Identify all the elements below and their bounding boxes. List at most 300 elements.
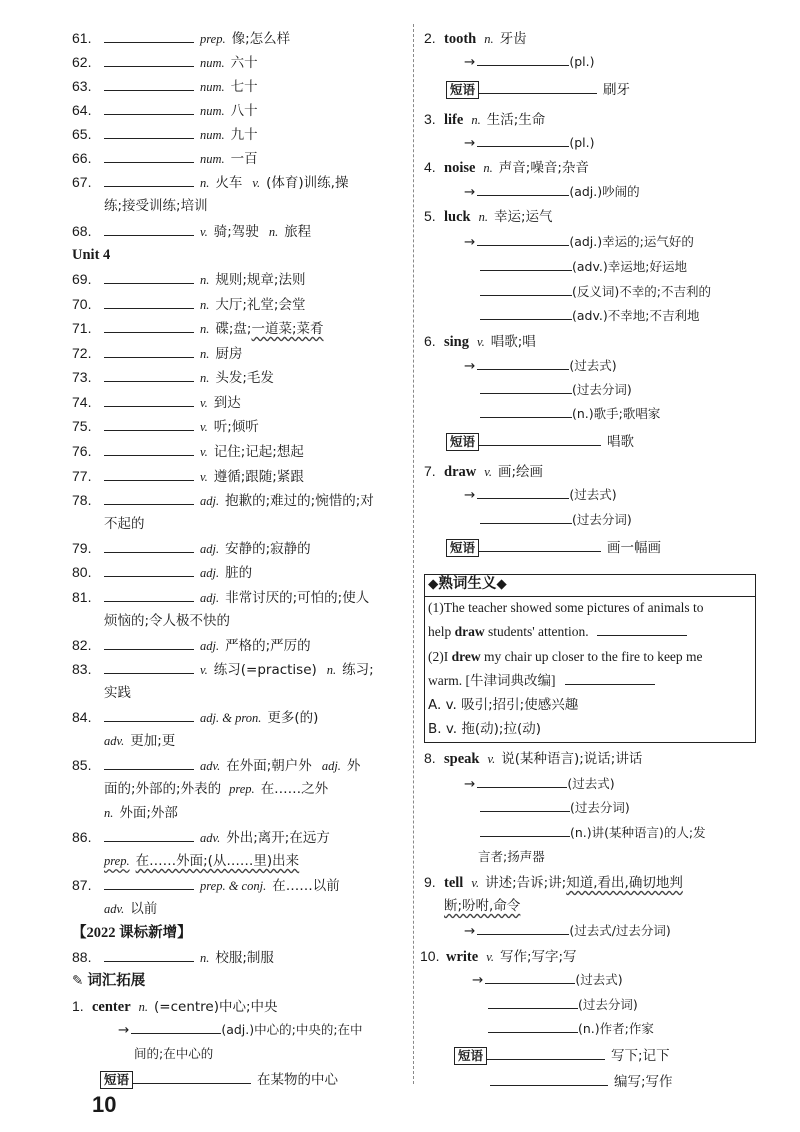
meaning: 在……以前 <box>272 878 340 894</box>
phrase-label: 短语 <box>446 433 479 451</box>
part-of-speech: adj. <box>321 759 341 773</box>
headword: noise <box>444 160 476 176</box>
vocab-row <box>72 538 311 559</box>
word-blank[interactable] <box>104 708 194 722</box>
vocab-row <box>72 947 274 968</box>
derivation-row <box>464 182 640 202</box>
headword: tell <box>444 875 464 891</box>
word-blank[interactable] <box>104 563 194 577</box>
headword: life <box>444 112 464 128</box>
phrase-blank[interactable] <box>479 80 597 94</box>
polysemy-title-text: 熟词生义 <box>438 576 497 592</box>
derivation-blank[interactable] <box>485 970 575 984</box>
item-number: 87. <box>72 877 92 893</box>
derivation-blank[interactable] <box>477 485 569 499</box>
diamond-icon: ◆ <box>428 576 439 592</box>
phrase-blank[interactable] <box>479 432 601 446</box>
word-blank[interactable] <box>104 222 194 236</box>
meaning: 到达 <box>213 395 241 411</box>
vocab-continuation <box>104 803 178 823</box>
derivation-hint: (过去分词) <box>570 800 630 815</box>
part-of-speech: adj. <box>200 494 220 508</box>
part-of-speech: n. <box>483 161 493 175</box>
phrase-blank[interactable] <box>133 1070 251 1084</box>
word-blank[interactable] <box>104 417 194 431</box>
derivation-hint: (过去分词) <box>572 512 632 527</box>
derivation-blank[interactable] <box>480 282 572 296</box>
meaning: 抱歉的;难过的;惋惜的;对 <box>225 493 374 509</box>
vocab-row <box>72 367 274 388</box>
meaning-highlight: 知道,看出,确切地判 <box>566 875 683 891</box>
meaning-highlight: 断;吩咐,命令 <box>444 898 521 914</box>
item-number: 74. <box>72 394 92 410</box>
part-of-speech: adj. <box>200 639 220 653</box>
derivation-continuation <box>478 847 545 867</box>
part-of-speech: v. <box>477 335 485 349</box>
vocab-row <box>72 416 259 437</box>
derivation-hint: (adv.)不幸地;不吉利地 <box>572 308 700 323</box>
unit-4-title: Unit 4 <box>72 247 111 263</box>
meaning-continuation <box>444 896 520 916</box>
item-number: 77. <box>72 468 92 484</box>
part-of-speech: num. <box>200 56 225 70</box>
keyword-drew: drew <box>451 649 481 664</box>
word-blank[interactable] <box>104 344 194 358</box>
derivation-blank[interactable] <box>488 1019 578 1033</box>
vocab-row <box>72 343 242 364</box>
part-of-speech: adv. <box>200 831 221 845</box>
derivation-hint: (n.)歌手;歌唱家 <box>572 406 661 421</box>
vocab-row <box>72 148 258 169</box>
pencil-icon: ✎ <box>72 973 84 989</box>
phrase-meaning: 刷牙 <box>603 82 631 98</box>
derivation-blank[interactable] <box>480 306 572 320</box>
derivation-row <box>472 995 638 1015</box>
meaning: 说(某种语言);说话;讲话 <box>501 751 643 767</box>
word-blank[interactable] <box>104 101 194 115</box>
word-blank[interactable] <box>104 77 194 91</box>
meaning: 声音;噪音;杂音 <box>498 160 589 176</box>
item-number: 63. <box>72 78 92 94</box>
derivation-hint: 言者;扬声器 <box>478 849 545 864</box>
vocab-continuation <box>104 779 328 799</box>
derivation-hint: (过去分词) <box>578 997 638 1012</box>
derivation-blank[interactable] <box>488 995 578 1009</box>
word-blank[interactable] <box>104 828 194 842</box>
part-of-speech: n. <box>484 32 494 46</box>
derivation-blank[interactable] <box>477 921 569 935</box>
part-of-speech: v. <box>200 420 208 434</box>
phrase-blank[interactable] <box>490 1072 608 1086</box>
derivation-blank[interactable] <box>477 182 569 196</box>
arrow-icon: → <box>464 54 476 70</box>
vocab-row <box>72 28 290 49</box>
meaning: 安静的;寂静的 <box>225 541 311 557</box>
page-number: 10 <box>92 1092 117 1117</box>
part-of-speech: n. <box>104 806 114 820</box>
meaning: 唱歌;唱 <box>490 334 536 350</box>
phrase-meaning: 画一幅画 <box>607 540 662 556</box>
vocab-row <box>72 392 241 413</box>
expand-head <box>420 946 577 967</box>
headword: tooth <box>444 31 477 47</box>
derivation-row <box>464 282 711 302</box>
derivation-blank[interactable] <box>480 380 572 394</box>
item-number: 4. <box>424 159 436 175</box>
part-of-speech: adj. <box>200 542 220 556</box>
part-of-speech: n. <box>138 1000 149 1014</box>
item-number: 65. <box>72 126 92 142</box>
derivation-hint: (adv.)幸运地;好运地 <box>572 259 687 274</box>
derivation-hint: (过去式) <box>569 358 617 373</box>
derivation-row <box>464 798 630 818</box>
part-of-speech: num. <box>200 80 225 94</box>
phrase-row <box>446 538 661 558</box>
meaning: 听;倾听 <box>213 419 259 435</box>
keyword-draw: draw <box>454 624 485 639</box>
derivation-blank[interactable] <box>477 133 569 147</box>
derivation-row <box>464 232 694 252</box>
word-blank[interactable] <box>104 53 194 67</box>
meaning: 校服;制服 <box>215 950 274 966</box>
meaning: 旅程 <box>284 224 312 240</box>
section-title <box>72 971 145 991</box>
item-number: 1. <box>72 998 84 1014</box>
part-of-speech: n. <box>478 210 488 224</box>
vocab-row <box>72 635 311 656</box>
arrow-icon: → <box>464 358 476 374</box>
derivation-row <box>464 510 632 530</box>
headword: speak <box>444 751 480 767</box>
part-of-speech: v. <box>487 752 496 766</box>
item-number: 84. <box>72 709 92 725</box>
derivation-row <box>464 52 594 72</box>
part-of-speech: num. <box>200 128 225 142</box>
word-blank[interactable] <box>104 319 194 333</box>
phrase-label: 短语 <box>454 1047 487 1065</box>
part-of-speech: prep. <box>229 782 255 796</box>
derivation-hint: (pl.) <box>569 54 595 69</box>
word-blank[interactable] <box>104 29 194 43</box>
meaning: 头发;毛发 <box>215 370 274 386</box>
word-blank[interactable] <box>104 588 194 602</box>
item-number: 61. <box>72 30 92 46</box>
meaning-highlight: 一道菜;菜肴 <box>251 321 324 337</box>
meaning: 生活;生命 <box>486 112 546 128</box>
item-number: 72. <box>72 345 92 361</box>
part-of-speech: v. <box>484 465 492 479</box>
word-blank[interactable] <box>104 368 194 382</box>
part-of-speech: v. <box>200 470 208 484</box>
arrow-icon: → <box>464 234 476 250</box>
meaning: 练习; <box>342 662 374 678</box>
sentence-1b-pre: help <box>428 624 455 639</box>
item-number: 78. <box>72 492 92 508</box>
expand-head <box>72 996 278 1017</box>
vocab-row <box>72 52 258 73</box>
headword: sing <box>444 334 469 350</box>
sentence-2a-post: my chair up closer to the fire to keep me <box>480 649 703 664</box>
meaning: 练习(=practise) <box>213 662 317 678</box>
item-number: 62. <box>72 54 92 70</box>
vocab-row <box>72 707 318 728</box>
word-blank[interactable] <box>104 467 194 481</box>
vocab-row <box>72 827 330 848</box>
part-of-speech: prep. <box>104 854 130 868</box>
part-of-speech: prep. & conj. <box>200 879 267 893</box>
meaning: 八十 <box>230 103 258 119</box>
expand-head <box>424 109 545 130</box>
item-number: 76. <box>72 443 92 459</box>
item-number: 80. <box>72 564 92 580</box>
meaning: 严格的;严厉的 <box>225 638 311 654</box>
vocab-row <box>72 294 305 315</box>
derivation-row <box>118 1020 363 1040</box>
vocab-row <box>72 755 360 776</box>
item-number: 6. <box>424 333 436 349</box>
word-blank[interactable] <box>104 948 194 962</box>
word-blank[interactable] <box>104 636 194 650</box>
part-of-speech: n. <box>200 176 210 190</box>
item-number: 85. <box>72 757 92 773</box>
word-blank[interactable] <box>104 491 194 505</box>
part-of-speech: v. <box>252 176 261 190</box>
meaning: 厨房 <box>215 346 243 362</box>
column-divider <box>413 24 414 1084</box>
item-number: 70. <box>72 296 92 312</box>
derivation-blank[interactable] <box>480 257 572 271</box>
item-number: 69. <box>72 271 92 287</box>
part-of-speech: adv. <box>200 759 221 773</box>
expand-head <box>424 28 527 49</box>
word-blank[interactable] <box>104 660 194 674</box>
word-blank[interactable] <box>104 539 194 553</box>
item-number: 83. <box>72 661 92 677</box>
sentence-1b-post: students' attention. <box>484 624 589 639</box>
option-b: B. v. 拖(动);拉(动) <box>428 721 541 737</box>
derivation-hint: (过去式) <box>567 776 615 791</box>
meaning: 外 <box>346 758 361 774</box>
meaning: 面的;外部的;外表的 <box>104 781 222 797</box>
derivation-row <box>464 257 687 277</box>
meaning: 像;怎么样 <box>231 31 291 47</box>
item-number: 86. <box>72 829 92 845</box>
expand-head <box>424 748 642 769</box>
item-number: 64. <box>72 102 92 118</box>
derivation-row <box>464 356 617 376</box>
vocab-row <box>72 587 369 608</box>
derivation-row <box>472 1019 654 1039</box>
meaning: 脏的 <box>225 565 253 581</box>
word-blank[interactable] <box>104 295 194 309</box>
item-number: 2. <box>424 30 436 46</box>
vocab-row <box>72 875 340 896</box>
derivation-hint: 间的;在中心的 <box>134 1046 214 1061</box>
part-of-speech: adj. & pron. <box>200 711 262 725</box>
item-number: 81. <box>72 589 92 605</box>
derivation-row <box>464 485 617 505</box>
arrow-icon: → <box>464 135 476 151</box>
derivation-hint: (n.)作者;作家 <box>578 1021 654 1036</box>
part-of-speech: v. <box>200 663 208 677</box>
derivation-hint: (adj.)吵闹的 <box>569 184 640 199</box>
word-blank[interactable] <box>104 756 194 770</box>
vocab-continuation <box>104 851 299 871</box>
derivation-row <box>464 380 632 400</box>
meaning: 在……外面;(从……里)出来 <box>135 853 300 869</box>
sentence-2b: warm. [牛津词典改编] <box>428 673 556 688</box>
meaning: 实践 <box>104 685 131 701</box>
item-number: 79. <box>72 540 92 556</box>
vocab-continuation <box>104 731 175 751</box>
word-blank[interactable] <box>104 173 194 187</box>
arrow-icon: → <box>464 776 476 792</box>
derivation-blank[interactable] <box>480 510 572 524</box>
item-number: 75. <box>72 418 92 434</box>
derivation-blank[interactable] <box>480 823 570 837</box>
phrase-meaning: 唱歌 <box>607 434 635 450</box>
arrow-icon: → <box>464 487 476 503</box>
part-of-speech: n. <box>200 371 210 385</box>
derivation-hint: (adj.)幸运的;运气好的 <box>569 234 694 249</box>
word-blank[interactable] <box>104 393 194 407</box>
part-of-speech: v. <box>200 445 208 459</box>
vocab-continuation <box>104 899 157 919</box>
item-number: 66. <box>72 150 92 166</box>
vocab-row <box>72 100 258 121</box>
derivation-hint: (过去式) <box>575 972 623 987</box>
part-of-speech: n. <box>471 113 481 127</box>
phrase-label: 短语 <box>100 1071 133 1089</box>
expand-title: 词汇拓展 <box>87 973 146 989</box>
vocab-row <box>72 562 252 583</box>
expand-head <box>424 157 589 178</box>
derivation-hint: (pl.) <box>569 135 595 150</box>
phrase-row <box>100 1070 338 1090</box>
derivation-row <box>464 306 699 326</box>
phrase-label: 短语 <box>446 81 479 99</box>
meaning: 更多(的) <box>267 710 319 726</box>
expand-head <box>424 461 543 482</box>
item-number: 5. <box>424 208 436 224</box>
meaning: 火车 <box>215 175 243 191</box>
part-of-speech: prep. <box>200 32 226 46</box>
item-number: 3. <box>424 111 436 127</box>
part-of-speech: v. <box>471 876 480 890</box>
headword: draw <box>444 464 477 480</box>
vocab-row <box>72 124 258 145</box>
part-of-speech: n. <box>268 225 279 239</box>
derivation-blank[interactable] <box>477 52 569 66</box>
meaning: 在……之外 <box>260 781 329 797</box>
derivation-blank[interactable] <box>477 774 567 788</box>
part-of-speech: adj. <box>200 566 220 580</box>
item-number: 10. <box>420 948 440 964</box>
arrow-icon: → <box>464 923 476 939</box>
word-blank[interactable] <box>104 876 194 890</box>
meaning: 大厅;礼堂;会堂 <box>215 297 306 313</box>
derivation-row <box>464 774 615 794</box>
item-number: 9. <box>424 874 436 890</box>
arrow-icon: → <box>472 972 484 988</box>
word-blank[interactable] <box>104 442 194 456</box>
item-number: 8. <box>424 750 436 766</box>
diamond-icon: ◆ <box>496 576 507 592</box>
meaning: 幸运;运气 <box>493 209 553 225</box>
phrase-meaning: 写下;记下 <box>611 1048 670 1064</box>
vocab-row <box>72 466 304 487</box>
part-of-speech: adj. <box>200 591 220 605</box>
derivation-blank[interactable] <box>477 356 569 370</box>
meaning: 七十 <box>230 79 258 95</box>
headword: write <box>446 949 479 965</box>
phrase-meaning: 在某物的中心 <box>257 1072 339 1088</box>
derivation-blank[interactable] <box>477 232 569 246</box>
meaning: 骑;驾驶 <box>213 224 259 240</box>
new-2022-title: 【2022 课标新增】 <box>72 925 192 941</box>
derivation-row <box>464 133 594 153</box>
word-blank[interactable] <box>104 149 194 163</box>
meaning: 牙齿 <box>499 31 527 47</box>
item-number: 88. <box>72 949 92 965</box>
phrase-row <box>446 80 630 100</box>
derivation-blank[interactable] <box>480 798 570 812</box>
vocab-row <box>72 172 348 193</box>
meaning: 以前 <box>130 901 158 917</box>
derivation-blank[interactable] <box>480 404 572 418</box>
phrase-blank[interactable] <box>479 538 601 552</box>
phrase-row <box>446 432 634 452</box>
derivation-hint: (adj.)中心的;中央的;在中 <box>221 1022 363 1037</box>
meaning: 规则;规章;法则 <box>215 272 306 288</box>
vocab-row <box>72 441 304 462</box>
phrase-label: 短语 <box>446 539 479 557</box>
part-of-speech: num. <box>200 104 225 118</box>
part-of-speech: adv. <box>104 734 125 748</box>
meaning: 碟;盘; <box>215 321 252 337</box>
word-blank[interactable] <box>104 125 194 139</box>
part-of-speech: n. <box>200 273 210 287</box>
part-of-speech: n. <box>326 663 337 677</box>
derivation-hint: (过去式) <box>569 487 617 502</box>
derivation-row <box>464 823 706 843</box>
phrase-blank[interactable] <box>487 1046 605 1060</box>
derivation-hint: (过去分词) <box>572 382 632 397</box>
vocab-row <box>72 269 305 290</box>
unit-title <box>72 245 110 265</box>
vocab-row <box>72 76 258 97</box>
polysemy-box <box>424 574 756 743</box>
meaning: (体育)训练,操 <box>266 175 349 191</box>
meaning: 讲述;告诉;讲; <box>485 875 567 891</box>
item-number: 68. <box>72 223 92 239</box>
word-blank[interactable] <box>104 270 194 284</box>
vocab-row <box>72 318 324 339</box>
meaning: 记住;记起;想起 <box>213 444 304 460</box>
arrow-icon: → <box>464 184 476 200</box>
meaning: (=centre)中心;中央 <box>154 999 278 1015</box>
part-of-speech: n. <box>200 347 210 361</box>
arrow-icon: → <box>118 1022 130 1038</box>
part-of-speech: num. <box>200 152 225 166</box>
item-number: 67. <box>72 174 92 190</box>
meaning: 练;接受训练;培训 <box>104 198 208 214</box>
vocab-row <box>72 659 374 680</box>
derivation-blank[interactable] <box>131 1020 221 1034</box>
section-title <box>72 923 192 943</box>
item-number: 7. <box>424 463 436 479</box>
meaning: 非常讨厌的;可怕的;使人 <box>225 590 370 606</box>
